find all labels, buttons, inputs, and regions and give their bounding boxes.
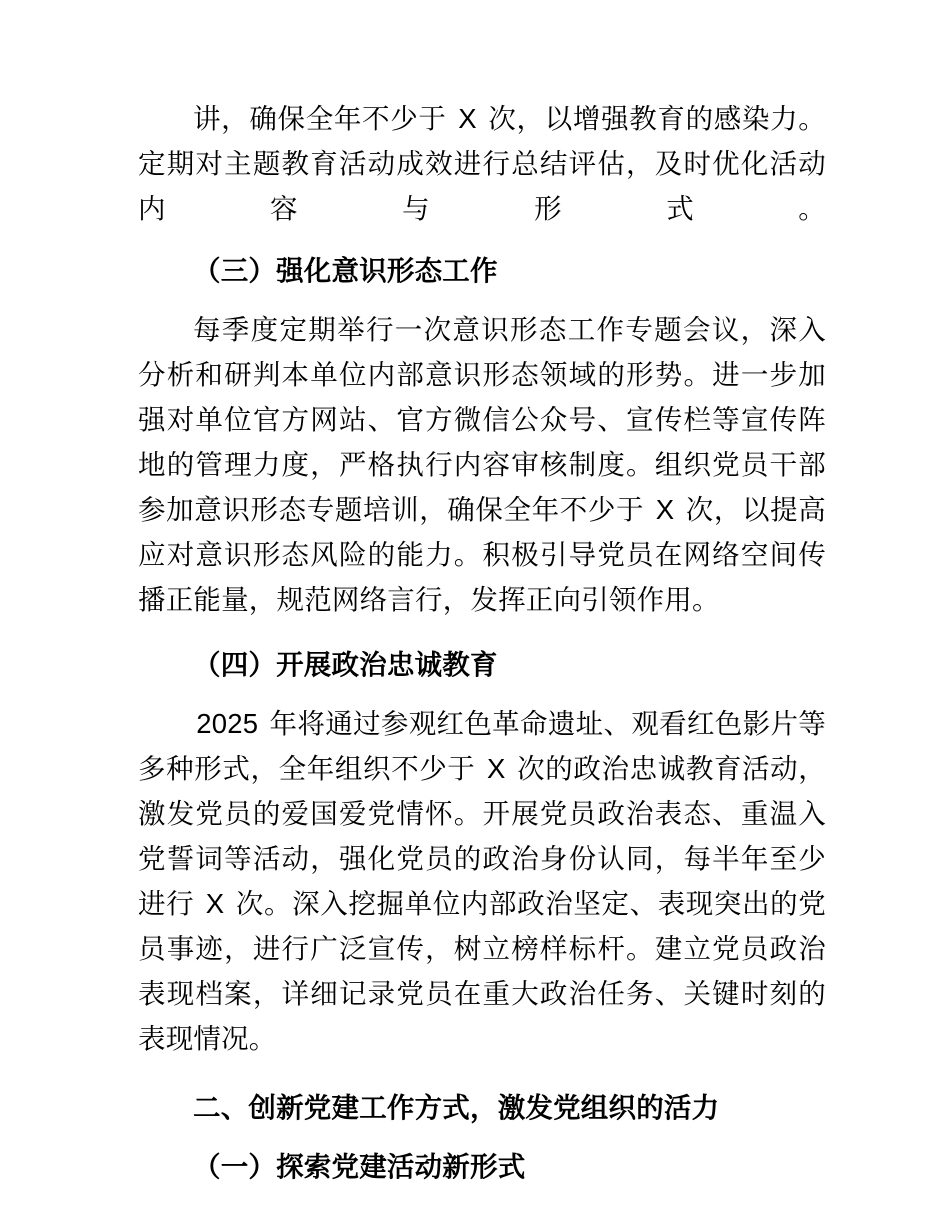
spacer — [138, 622, 826, 642]
spacer — [138, 1130, 826, 1144]
paragraph-political-loyalty-education: 2025 年将通过参观红色革命遗址、观看红色影片等多种形式，全年组织不少于 X 次的政治忠诚教育活动，激发党员的爱国爱党情怀。开展党员政治表态、重温入党誓词等活动，强化党员的政治身份认同，每半年至少进行 X 次。深入挖掘单位内部政治坚定、表现突出的党员事迹，进行广泛宣传，树立榜样标杆。建立党员政治表现档案，详细记录党员在重大政治任务、关键时刻的表现情况。 — [138, 708, 826, 1054]
latin-run: X — [487, 753, 506, 784]
heading-section-2-1: （一）探索党建活动新形式 — [193, 1151, 526, 1182]
latin-run: X — [655, 494, 675, 525]
latin-run: X — [205, 888, 225, 919]
spacer — [138, 293, 826, 307]
spacer — [138, 687, 826, 701]
spacer — [138, 1061, 826, 1085]
heading-section-3: （三）强化意识形态工作 — [193, 255, 498, 286]
document-body — [138, 96, 826, 1189]
paragraph-ideology-work: 每季度定期举行一次意识形态工作专题会议，深入分析和研判本单位内部意识形态领域的形势。进一步加强对单位官方网站、官方微信公众号、宣传栏等宣传阵地的管理力度，严格执行内容审核制度。组织党员干部参加意识形态专题培训，确保全年不少于 X 次，以提高应对意识形态风险的能力。积极引导党员在网络空间传播正能量，规范网络言行，发挥正向引领作用。 — [138, 314, 826, 615]
latin-run: 2025 — [196, 708, 259, 739]
heading-chapter-2: 二、创新党建工作方式，激发党组织的活力 — [193, 1092, 720, 1123]
heading-section-4: （四）开展政治忠诚教育 — [193, 649, 498, 680]
paragraph-theme-education-continued: 讲，确保全年不少于 X 次，以增强教育的感染力。定期对主题教育活动成效进行总结评估，及时优化活动内容与形式。 — [138, 103, 826, 224]
latin-run: X — [458, 103, 477, 134]
spacer — [138, 231, 826, 248]
